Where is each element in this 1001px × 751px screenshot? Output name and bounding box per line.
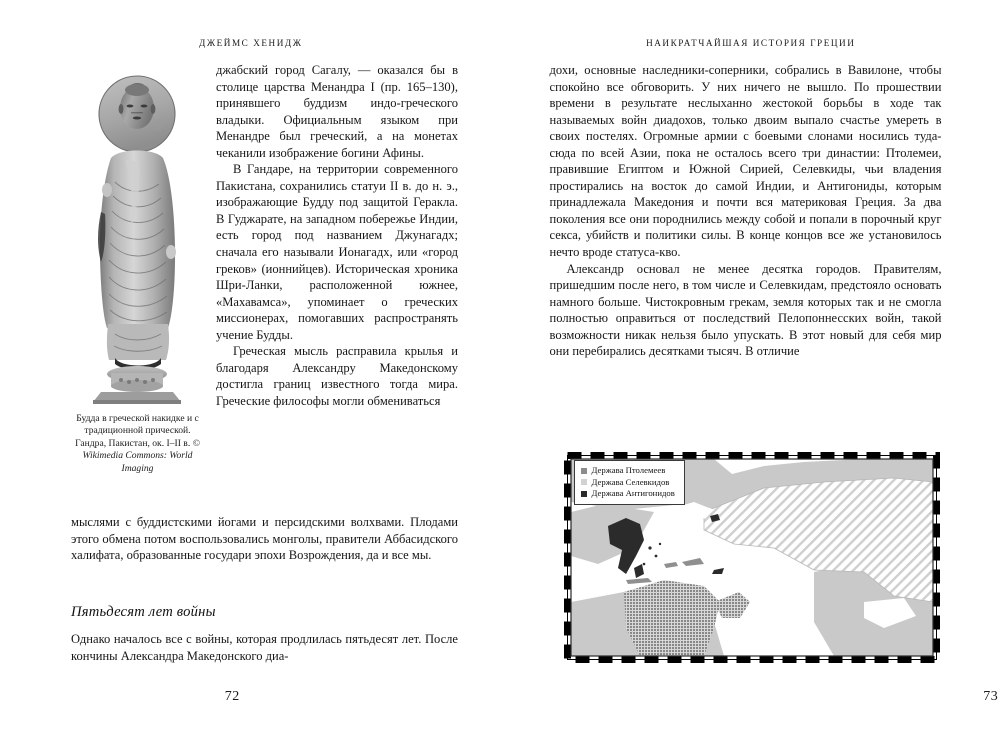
legend-label-antigonid: Держава Антигонидов [591,488,675,499]
paragraph: Греческая мысль расправила крылья и благодаря Александру Македонскому достигла границ известного тогда мира. Греческие философы могли обмениваться [216,344,458,408]
figure-caption-text: Будда в греческой накидке и с традиционной прической. Гандра, Пакистан, ок. I–II в. [75,413,199,449]
right-page [501,0,1001,751]
page-number-left [0,689,501,705]
page-number-left-value: 72 [224,689,240,704]
left-narrow-column [216,62,458,409]
section-subheading: Пятьдесят лет войны [71,604,216,620]
legend-item-ptolemaic [581,465,675,477]
legend-label-seleucid: Держава Селевкидов [591,476,670,487]
buddha-statue-image [71,62,204,406]
paragraph: дохи, основные наследники-соперники, собрались в Вавилоне, чтобы спокойно все обговорить. У них ничего не вышло. По прошествии времени в результате неслыханно жестокой борьбы в ходе так называемых войн диадохов, только двоим выпало счастье умереть в своих постелях. Огромные армии с боевыми слонами носились туда-сюда по всей Азии, пока не осталось всего три династии: Птолемеи, правившие Египтом и Южной Сирией, Селевкиды, чьи владения простирались на восток до самой Индии, и Антигониды, которым принадлежала Македония и почти вся материковая Греция. За два поколения все они породнились между собой и попали в порочный круг секса, убийств и политики силы. В конце концов все же установилось нечто вроде статуса-кво. [549,63,942,260]
paragraph: Александр основал не менее десятка городов. Правителям, пришедшим после него, в том числе и Селевкидам, предстояло основать намного больше. Чистокровным грекам, земля которых так и не смогла полностью оправиться от последствий Пелопоннесских войн, такой возможности никак нельзя было упускать. В этот новый для себя мир они перебирались десятками тысяч. В отличие [549,261,942,359]
right-column [550,62,942,360]
map-legend [574,460,685,505]
legend-swatch-antigonid [581,491,587,497]
figure-block [71,62,204,475]
figure-caption-credit: © Wikimedia Commons: World Imaging [82,437,200,474]
running-head-left: ДЖЕЙМС ХЕНИДЖ [199,38,303,48]
legend-label-ptolemaic: Держава Птолемеев [591,465,666,475]
running-head-right: НАИКРАТЧАЙШАЯ ИСТОРИЯ ГРЕЦИИ [646,38,856,48]
legend-swatch-seleucid [581,479,587,485]
paragraph: Однако началось все с войны, которая продлилась пятьдесят лет. После кончины Александра Македонского диа- [71,632,458,663]
hellenistic-kingdoms-map [564,452,940,663]
left-fullwidth-paragraph [71,514,458,564]
page-number-right [501,689,1001,705]
paragraph: мыслями с буддистскими йогами и персидскими волхвами. Плодами этого обмена потом воспользовались монголы, правители Аббасидского халифата, образованные государи эпохи Возрождения, да и все мы. [71,515,458,563]
legend-swatch-ptolemaic [581,468,587,474]
legend-item-seleucid [581,477,675,489]
paragraph: В Гандаре, на территории современного Пакистана, сохранились статуи II в. до н. э., изображающие Будду под защитой Геракла. В Гуджарате, на западном побережье Индии, есть город под названием Джунагадх; сначала его называли Ионагадх, или «город греков» (ионнийцев). Историческая хроника Шри-Ланки, расположенной южнее, «Махавамса», упоминает о греческих миссионерах, помогавших распространять учение Будды. [216,162,458,342]
figure-caption [71,413,204,475]
left-closing-paragraph [71,631,458,664]
paragraph: джабский город Сагалу, — оказался бы в столице царства Менандра I (пр. 165–130), принявшего буддизм индо-греческого владыки. Официальным языком при Менандре был греческий, а на монетах чеканили изображение богини Афины. [216,63,458,160]
page-number-right-value: 73 [983,689,999,704]
legend-item-antigonid [581,488,675,500]
